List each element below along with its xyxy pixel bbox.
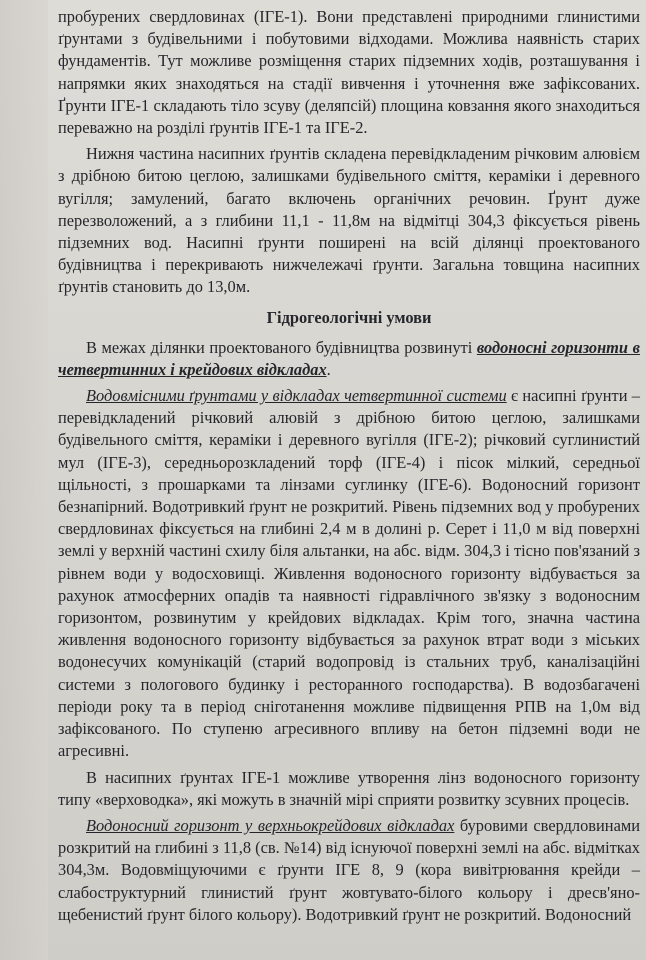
paragraph-cretaceous-aquifer xyxy=(58,815,640,926)
paragraph-fill-soils-lower xyxy=(58,143,640,298)
paragraph-text: В насипних ґрунтах ІГЕ-1 можливе утворення лінз водоносного горизонту типу «верховодка», які можуть в значній мірі сприяти розвитку зсувних процесів. xyxy=(58,767,640,809)
section-heading-hydrogeology: Гідрогеологічні умови xyxy=(266,307,432,327)
paragraph-fill-soils-ige1 xyxy=(58,6,640,139)
paragraph-aquifers-intro xyxy=(58,337,640,381)
paragraph-perched-water xyxy=(58,767,640,811)
paragraph-text: Нижня частина насипних ґрунтів складена перевідкладеним річковим алювієм з дрібною битою цеглою, залишками будівельного сміття, кераміки і деревного вугілля; замулений, багато включень органічних речовин. Ґрунт дуже перезволожений, а з глибини 11,1 - 11,8м на відмітці 304,3 фіксується рівень підземних вод. Насипні ґрунти поширені на всій ділянці проектованого будівництва і перекривають нижчележачі ґрунти. Загальна товщина насипних ґрунтів становить до 13,0м. xyxy=(58,144,640,297)
paragraph-text: є насипні ґрунти – перевідкладений річковий алювій з дрібною битою цеглою, залишками будівельного сміття, кераміки і деревного вугілля (ІГЕ-2); річковий суглинистий мул (ІГЕ-3), середньорозкладений торф (ІГЕ-4) і пісок мілкий, середньої щільності, з прошарками та лінзами суглинку (ІГЕ-6). Водоносний горизонт безнапірний. Водотривкий ґрунт не розкритий. Рівень підземних вод у пробурених свердловинах фіксується на глибині 2,4 м в долині р. Серет і 11,0 м від поверхні землі у верхній частині схилу біля альтанки, на абс. відм. 304,3 і тісно пов'язаний з рівнем води у водосховищі. Живлення водоносного горизонту відбувається за рахунок атмосферних опадів та наявності гідравлічного зв'язку з водоносним горизонтом, розвинутим у крейдових відкладах. Крім того, значна частина живлення водоносного горизонту відбувається за рахунок втрат води з міських водонесучих комунікацій (старий водопровід із стальних труб, каналізаційні системи з пологового будинку і ресторанного господарства). В водозбагачені періоди року та в період сніготанення можливе підвищення РПВ на 1,0м від зафіксованого. По ступеню агресивного впливу на бетон підземні води не агресивні. xyxy=(58,386,640,761)
paragraph-text: В межах ділянки проектованого будівництва розвинуті xyxy=(86,337,477,357)
paragraph-text: . xyxy=(326,359,331,379)
emphasis-aquifer-horizons: водоносні горизонти в четвертинних і крейдових відкладах xyxy=(58,337,640,379)
emphasis-cretaceous-aquifer: Водоносний горизонт у верхньокрейдових відкладах xyxy=(86,815,455,835)
paragraph-text: пробурених свердловинах (ІГЕ-1). Вони представлені природними глинистими ґрунтами з будівельними і побутовими відходами. Можлива наявність старих фундаментів. Тут можливе розміщення старих підземних ходів, розташування і напрямки яких знаходяться на стадії вивчення і уточнення вже зафіксованих. Ґрунти ІГЕ-1 складають тіло зсуву (деляпсій) площина ковзання якого знаходиться переважно на розділі ґрунтів ІГЕ-1 та ІГЕ-2. xyxy=(58,7,640,138)
emphasis-quaternary-soils: Водовмісними ґрунтами у відкладах четвертинної системи xyxy=(86,386,507,406)
paragraph-text: буровими свердловинами розкритий на глибині з 11,8 (св. №14) від існуючої поверхні землі на абс. відмітках 304,3м. Водовміщуючими є ґрунти ІГЕ 8, 9 (кора вивітрювання крейди – слабоструктурний глинистий ґрунт жовтувато-білого кольору і дресв'яно-щебенистий ґрунт білого кольору). Водотривкий ґрунт не розкритий. Водоносний xyxy=(58,815,640,924)
paragraph-quaternary-aquifer xyxy=(58,385,640,762)
